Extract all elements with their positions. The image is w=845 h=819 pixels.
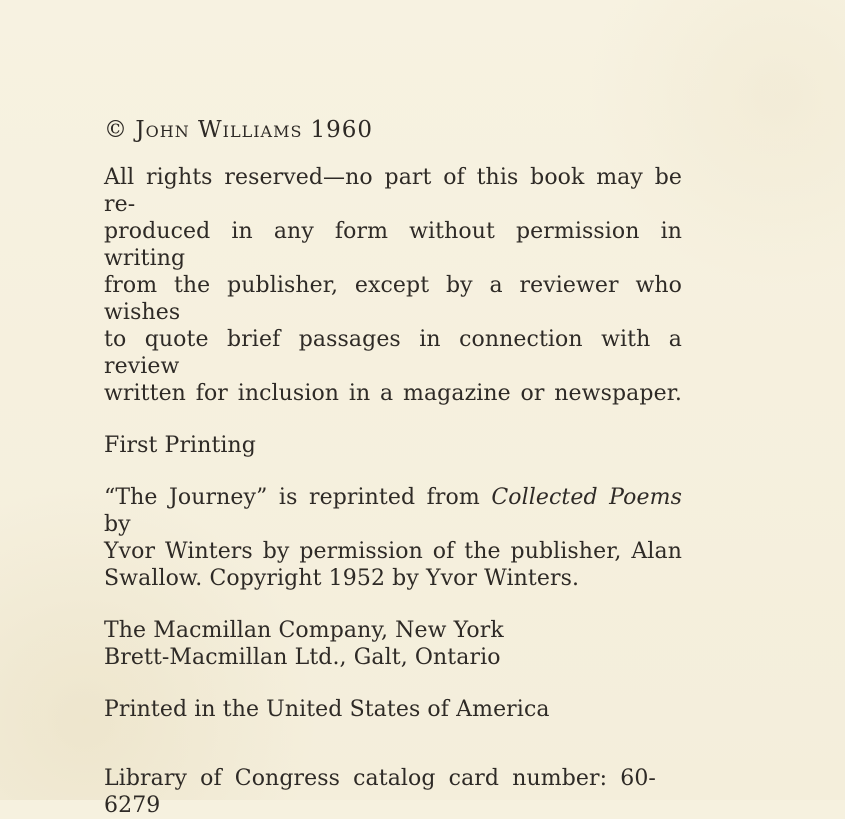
rights-line-1: All rights reserved—no part of this book may be re- <box>104 165 682 217</box>
first-printing-line: First Printing <box>104 433 256 458</box>
collected-poems-title: Collected Poems <box>491 485 682 510</box>
publisher-line-2: Brett-Macmillan Ltd., Galt, Ontario <box>104 645 501 670</box>
publisher-information <box>104 617 704 671</box>
library-congress-catalog-number: Library of Congress catalog card number: 60-6279 <box>104 766 656 818</box>
reprint-line-2: Yvor Winters by permission of the publisher, Alan <box>104 539 682 564</box>
copyright-year: 1960 <box>310 117 373 143</box>
printed-location-line: Printed in the United States of America <box>104 697 550 722</box>
copyright-page-content <box>104 116 704 819</box>
reprint-by: by <box>104 512 131 537</box>
rights-line-3: from the publisher, except by a reviewer who wishes <box>104 273 682 325</box>
reprint-line-3: Swallow. Copyright 1952 by Yvor Winters. <box>104 566 580 591</box>
rights-line-2: produced in any form without permission in writing <box>104 219 682 271</box>
copyright-notice <box>104 116 704 144</box>
rights-line-4: to quote brief passages in connection with a review <box>104 327 682 379</box>
publisher-line-1: The Macmillan Company, New York <box>104 618 504 643</box>
copyright-symbol: © <box>104 117 128 143</box>
reprint-permission-paragraph <box>104 484 682 592</box>
rights-line-5: written for inclusion in a magazine or newspaper. <box>104 381 682 406</box>
reprint-line-1 <box>104 484 682 538</box>
rights-reserved-paragraph <box>104 164 682 407</box>
copyright-holder: John Williams <box>135 117 303 143</box>
reprint-prefix: “The Journey” is reprinted from <box>104 485 480 510</box>
